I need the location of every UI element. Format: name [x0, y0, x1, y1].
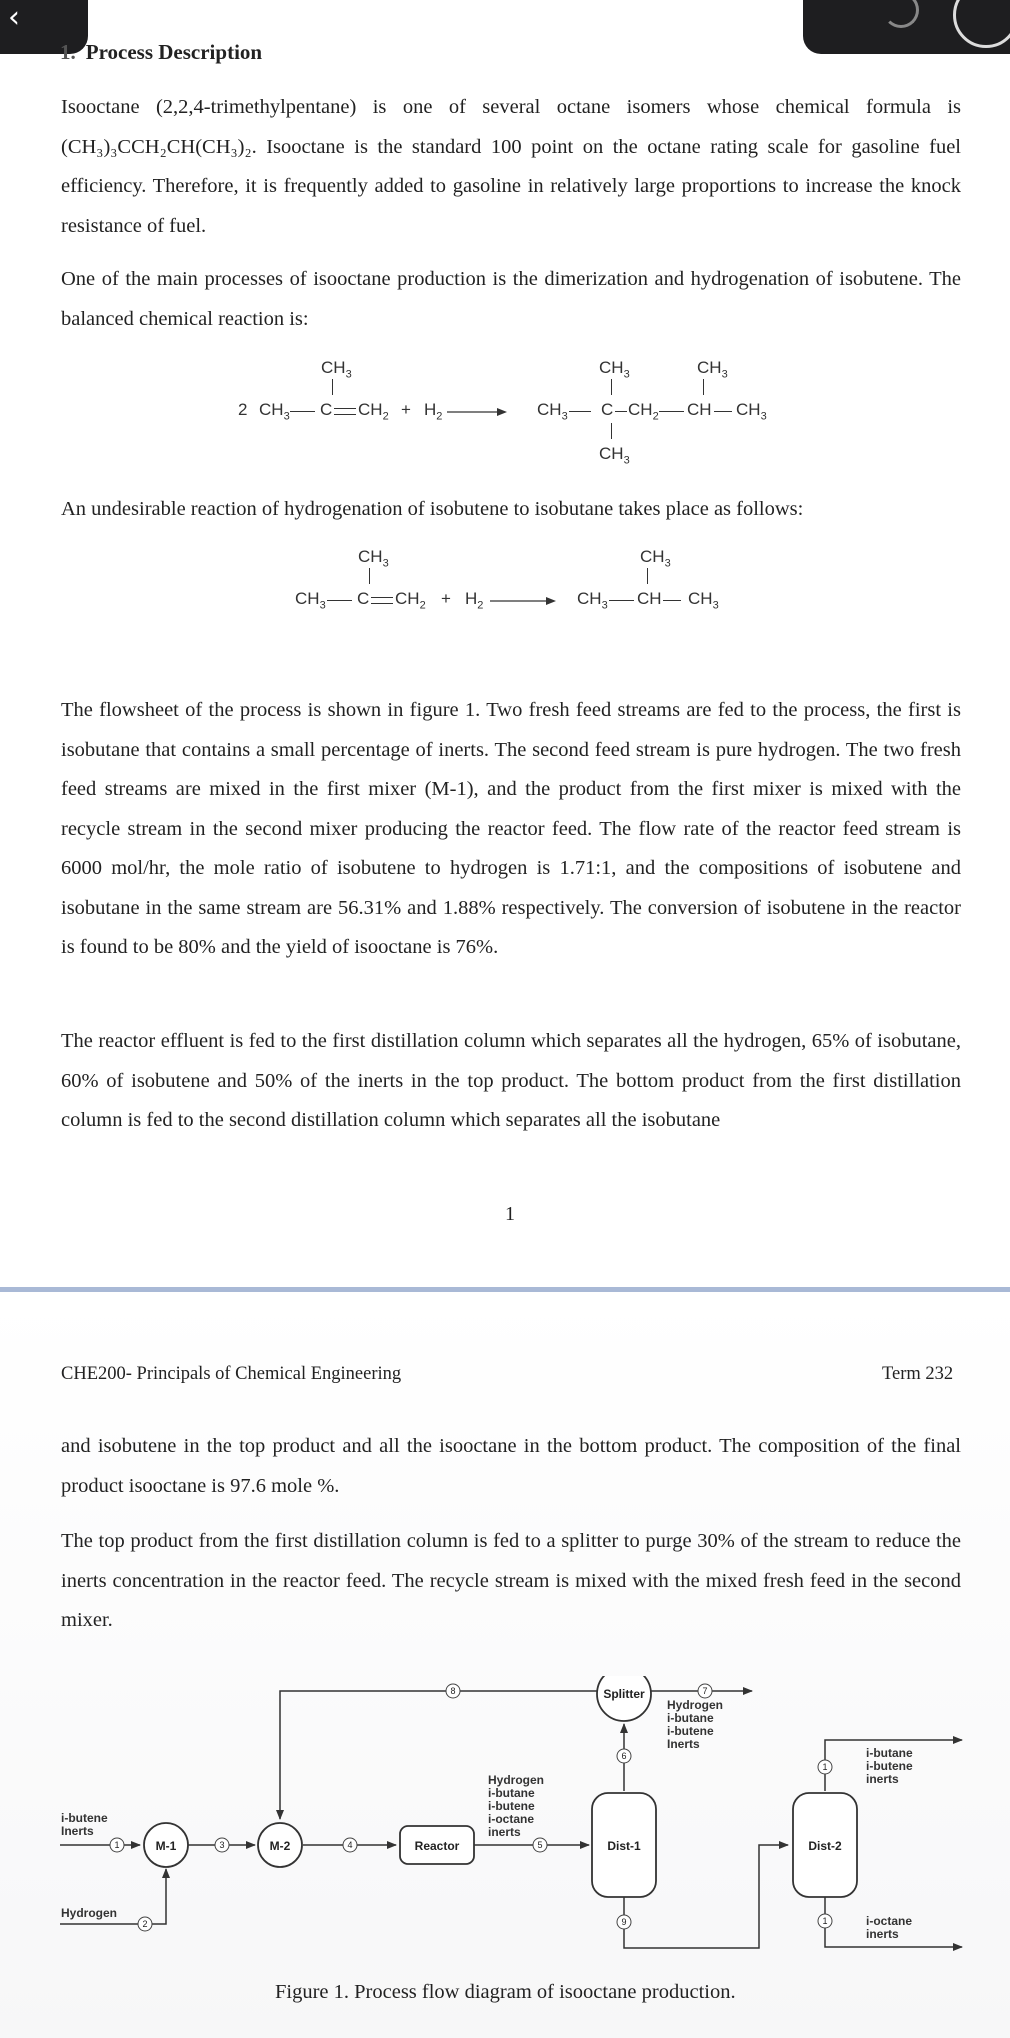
dist2-bottom-comp-0: i-octane [866, 1914, 913, 1928]
page-header-course: CHE200- Principals of Chemical Engineering [61, 1364, 402, 1384]
dist2-bottom-comp-1: inerts [866, 1927, 899, 1941]
stream-num-5: 5 [537, 1840, 543, 1850]
purge-comp-1: i-butane [667, 1711, 714, 1725]
rxn1-p-ch3-top: $CH_3$ [599, 358, 630, 381]
stream-num-d2top: 1 [822, 1762, 828, 1772]
paragraph-main-process: One of the main processes of isooctane production is the dimerization and hydrogenation of isobutene. The balanced chemical reaction is: [61, 268, 961, 330]
purge-comp-0: Hydrogen [667, 1698, 724, 1712]
section-title: Process Description [85, 40, 263, 64]
rxn2-h2: $H_2$ [465, 589, 484, 612]
rxn2-ch2: $CH_2$ [395, 589, 426, 612]
rxn1-p-ch3-top2: $CH_3$ [697, 358, 728, 381]
rxn1-arrow [447, 405, 507, 419]
stream-num-1: 1 [114, 1840, 120, 1850]
rxn1-reactant-coef: 2 [238, 400, 248, 419]
reactor-out-2: i-butene [488, 1799, 535, 1813]
reactor-out-1: i-butane [488, 1786, 535, 1800]
rxn1-plus: + [401, 400, 411, 419]
stream-num-d2bottom: 1 [822, 1916, 828, 1926]
m1-label: M-1 [155, 1839, 177, 1853]
dist2-top-comp-1: i-butene [866, 1759, 913, 1773]
rxn1-c: C [320, 400, 333, 419]
rxn1-ch2: $CH_2$ [358, 400, 389, 423]
figure-caption: Figure 1. Process flow diagram of isooctane production. [275, 1981, 736, 2003]
rxn2-p-ch3: $CH_3$ [577, 589, 608, 612]
purge-comp-3: Inerts [667, 1737, 700, 1751]
section-heading [60, 40, 262, 65]
paragraph-splitter: The top product from the first distillation column is fed to a splitter to purge 30% of the stream to reduce the inerts concentration in the reactor feed. The recycle stream is mixed with the mixed fresh feed in the second mixer. [61, 1530, 961, 1631]
stream-num-8: 8 [450, 1686, 456, 1696]
rxn2-ch3-top: $CH_3$ [358, 547, 389, 570]
rxn1-ch3-top: $CH_3$ [321, 358, 352, 381]
paragraph-undesirable: An undesirable reaction of hydrogenation of isobutene to isobutane takes place as follows: [61, 498, 804, 520]
rxn1-p-ch3: $CH_3$ [537, 400, 568, 423]
rxn1-p-ch3-bottom: $CH_3$ [599, 444, 630, 467]
stream-num-2: 2 [142, 1919, 148, 1929]
paragraph-reactor-effluent: The reactor effluent is fed to the first distillation column which separates all the hydrogen, 65% of isobutane, 60% of isobutene and 50% of the inerts in the top product. The bottom product from the first distillation column is fed to the second distillation column which separates all the isobutane [61, 1030, 961, 1131]
stream-num-3: 3 [219, 1840, 225, 1850]
toolbar-overlay[interactable] [803, 0, 1010, 54]
stream-num-4: 4 [347, 1840, 353, 1850]
rxn2-plus: + [441, 589, 451, 608]
feed1-comp-0: i-butene [61, 1811, 108, 1825]
rxn1-p-c: C [601, 400, 614, 419]
stream-8-line [280, 1691, 598, 1819]
rxn2-arrow [490, 594, 556, 608]
reaction-side [0, 545, 1010, 615]
paragraph-intro: Isooctane (2,2,4-trimethylpentane) is one of several octane isomers whose chemical formula is (CH₃)₃CCH₂CH(CH₃)₂. Isooctane is the standard 100 point on the octane rating scale for gasoline fuel efficiency. Therefore, it is frequently added to gasoline in relatively large proportions to increase the knock resistance of fuel. [61, 96, 961, 237]
page-header-term: Term 232 [882, 1364, 954, 1384]
dist2-top-comp-0: i-butane [866, 1746, 913, 1760]
rxn1-p-ch: CH [687, 400, 712, 419]
process-flow-diagram [55, 1676, 975, 1956]
paragraph-continued: and isobutene in the top product and all the isooctane in the bottom product. The composition of the final product isooctane is 97.6 mole %. [61, 1435, 961, 1497]
page-number: 1 [505, 1203, 515, 1225]
rxn2-p-ch3-end: $CH_3$ [688, 589, 719, 612]
section-number: 1. [60, 40, 76, 64]
m2-label: M-2 [269, 1839, 291, 1853]
dist2-top-comp-2: inerts [866, 1772, 899, 1786]
dist1-label: Dist-1 [607, 1839, 641, 1853]
rxn1-p-ch3-end: $CH_3$ [736, 400, 767, 423]
rxn2-c: C [357, 589, 370, 608]
feed1-comp-1: Inerts [61, 1824, 94, 1838]
undo-icon[interactable] [883, 0, 919, 28]
reactor-label: Reactor [414, 1839, 460, 1853]
rxn1-ch3: $CH_3$ [259, 400, 290, 423]
reactor-out-4: inerts [488, 1825, 521, 1839]
paragraph-flowsheet: The flowsheet of the process is shown in figure 1. Two fresh feed streams are fed to the process, the first is isobutane that contains a small percentage of inerts. The second feed stream is pure hydrogen. The two fresh feed streams are mixed in the first mixer (M-1), and the product from the first mixer is mixed with the recycle stream in the second mixer producing the reactor feed. The flow rate of the reactor feed stream is 6000 mol/hr, the mole ratio of isobutene to hydrogen is 1.71:1, and the compositions of isobutene and isobutane in the same stream are 56.31% and 1.88% respectively. The conversion of isobutene in the reactor is found to be 80% and the yield of isooctane is 76%. [61, 699, 961, 958]
rxn2-p-ch3-top: $CH_3$ [640, 547, 671, 570]
rxn2-ch3: $CH_3$ [295, 589, 326, 612]
rxn1-h2: $H_2$ [424, 400, 443, 423]
stream-num-7: 7 [702, 1686, 708, 1696]
reactor-out-0: Hydrogen [488, 1773, 545, 1787]
rxn2-p-ch: CH [637, 589, 662, 608]
reaction-main [0, 355, 1010, 475]
rxn1-p-ch2: $CH_2$ [628, 400, 659, 423]
circle-button-icon[interactable] [953, 0, 1010, 48]
feed2-comp-0: Hydrogen [61, 1906, 118, 1920]
stream-num-9: 9 [621, 1917, 627, 1927]
splitter-label: Splitter [603, 1687, 645, 1701]
chevron-left-icon: ‹ [8, 0, 20, 35]
stream-num-6: 6 [621, 1751, 627, 1761]
reactor-out-3: i-octane [488, 1812, 535, 1826]
dist2-label: Dist-2 [808, 1839, 842, 1853]
purge-comp-2: i-butene [667, 1724, 714, 1738]
